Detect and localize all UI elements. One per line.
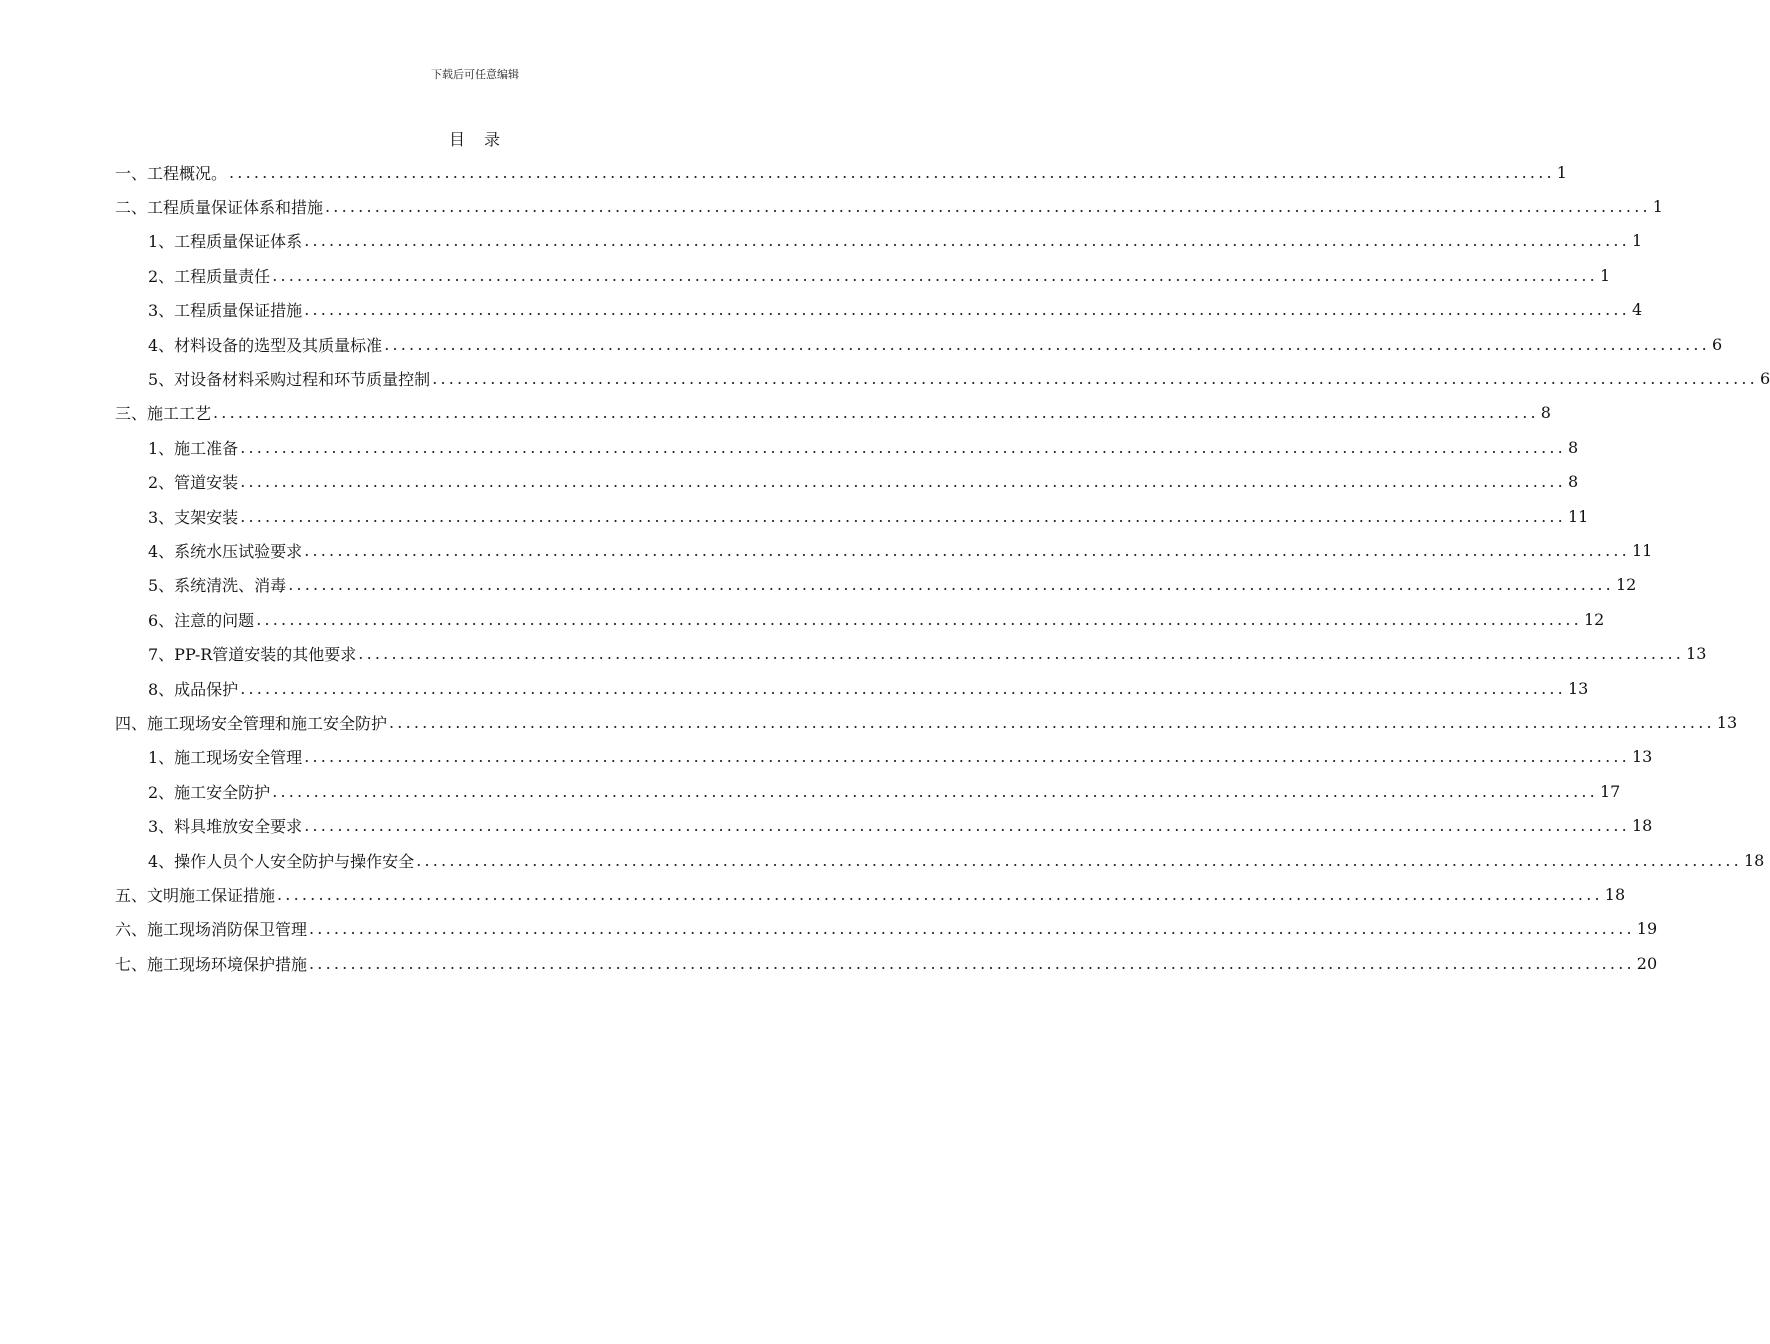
toc-dot-leader: ................................................................................................................................................................ — [309, 953, 1635, 973]
toc-entry-page: 6 — [1711, 334, 1723, 354]
toc-dot-leader: ................................................................................................................................................................ — [240, 472, 1566, 492]
toc-entry-label: 三、施工工艺 — [115, 404, 212, 424]
toc-dot-leader: ................................................................................................................................................................ — [272, 265, 1598, 285]
toc-dot-leader: ................................................................................................................................................................ — [309, 919, 1635, 939]
toc-entry[interactable] — [115, 602, 1605, 636]
toc-entry[interactable] — [115, 877, 1626, 911]
toc-entry-page: 8 — [1567, 472, 1579, 492]
toc-entry-label: 5、系统清洗、消毒 — [148, 576, 287, 596]
toc-entry-page: 18 — [1631, 816, 1653, 836]
toc-entry-label: 2、施工安全防护 — [148, 782, 271, 802]
toc-entry[interactable] — [115, 946, 1658, 980]
toc-entry[interactable] — [115, 568, 1637, 602]
toc-entry[interactable] — [115, 774, 1621, 808]
toc-list — [115, 155, 1770, 980]
toc-entry-label: 5、对设备材料采购过程和环节质量控制 — [148, 370, 431, 390]
toc-entry[interactable] — [115, 396, 1551, 430]
toc-entry-page: 17 — [1599, 781, 1621, 801]
toc-entry-page: 1 — [1556, 162, 1567, 182]
toc-dot-leader: ................................................................................................................................................................ — [213, 403, 1539, 423]
toc-entry-page: 13 — [1567, 678, 1589, 698]
toc-entry-label: 四、施工现场安全管理和施工安全防护 — [115, 713, 388, 733]
toc-entry-label: 一、工程概况。 — [115, 163, 228, 183]
toc-dot-leader: ................................................................................................................................................................ — [384, 334, 1710, 354]
toc-entry-label: 1、施工现场安全管理 — [148, 748, 303, 768]
toc-dot-leader: ................................................................................................................................................................ — [325, 197, 1651, 217]
toc-entry-page: 12 — [1615, 575, 1637, 595]
toc-entry-label: 2、工程质量责任 — [148, 266, 271, 286]
toc-entry-page: 11 — [1631, 540, 1653, 560]
toc-entry-label: 六、施工现场消防保卫管理 — [115, 920, 308, 940]
toc-dot-leader: ................................................................................................................................................................ — [229, 162, 1555, 182]
toc-entry[interactable] — [115, 636, 1707, 670]
toc-dot-leader: ................................................................................................................................................................ — [432, 369, 1758, 389]
toc-entry-label: 7、PP-R管道安装的其他要求 — [148, 645, 357, 665]
toc-entry[interactable] — [115, 224, 1643, 258]
toc-dot-leader: ................................................................................................................................................................ — [304, 747, 1630, 767]
toc-dot-leader: ................................................................................................................................................................ — [240, 678, 1566, 698]
toc-dot-leader: ................................................................................................................................................................ — [240, 437, 1566, 457]
toc-entry[interactable] — [115, 258, 1611, 292]
toc-entry-page: 1 — [1631, 231, 1643, 251]
toc-entry-label: 1、施工准备 — [148, 438, 239, 458]
toc-entry[interactable] — [115, 327, 1723, 361]
toc-entry-label: 七、施工现场环境保护措施 — [115, 954, 308, 974]
toc-dot-leader: ................................................................................................................................................................ — [272, 781, 1598, 801]
toc-entry[interactable] — [115, 465, 1579, 499]
toc-title-part: 录 — [484, 130, 502, 149]
toc-entry-page: 13 — [1631, 747, 1653, 767]
toc-entry-page: 13 — [1716, 712, 1738, 732]
toc-entry-page: 11 — [1567, 506, 1589, 526]
toc-entry-label: 1、工程质量保证体系 — [148, 232, 303, 252]
toc-dot-leader: ................................................................................................................................................................ — [304, 231, 1630, 251]
toc-entry[interactable] — [115, 189, 1663, 223]
toc-entry-page: 19 — [1636, 919, 1658, 939]
toc-dot-leader: ................................................................................................................................................................ — [240, 506, 1566, 526]
toc-entry[interactable] — [115, 293, 1643, 327]
toc-entry-page: 20 — [1636, 953, 1658, 973]
toc-entry[interactable] — [115, 808, 1653, 842]
toc-dot-leader: ................................................................................................................................................................ — [358, 644, 1685, 664]
toc-entry[interactable] — [115, 361, 1770, 395]
toc-entry-label: 3、支架安装 — [148, 507, 239, 527]
toc-dot-leader: ................................................................................................................................................................ — [304, 540, 1630, 560]
toc-entry-page: 13 — [1686, 644, 1707, 664]
toc-entry-label: 3、工程质量保证措施 — [148, 301, 303, 321]
toc-entry-page: 8 — [1567, 437, 1579, 457]
toc-entry[interactable] — [115, 499, 1589, 533]
toc-title — [0, 127, 950, 150]
toc-entry[interactable] — [115, 740, 1653, 774]
toc-entry[interactable] — [115, 843, 1765, 877]
toc-entry-page: 1 — [1599, 265, 1611, 285]
toc-entry-label: 4、材料设备的选型及其质量标准 — [148, 335, 383, 355]
toc-entry-label: 2、管道安装 — [148, 473, 239, 493]
toc-entry-label: 3、料具堆放安全要求 — [148, 817, 303, 837]
toc-dot-leader: ................................................................................................................................................................ — [288, 575, 1614, 595]
toc-dot-leader: ................................................................................................................................................................ — [389, 712, 1715, 732]
toc-dot-leader: ................................................................................................................................................................ — [304, 816, 1630, 836]
toc-entry[interactable] — [115, 155, 1567, 189]
toc-entry-page: 12 — [1583, 609, 1605, 629]
toc-title-part: 目 — [448, 130, 466, 149]
toc-dot-leader: ................................................................................................................................................................ — [277, 884, 1603, 904]
toc-dot-leader: ................................................................................................................................................................ — [304, 300, 1630, 320]
toc-entry-page: 1 — [1652, 197, 1663, 217]
toc-entry-page: 6 — [1759, 369, 1770, 389]
toc-entry[interactable] — [115, 430, 1579, 464]
toc-entry-page: 8 — [1540, 403, 1551, 423]
toc-entry-label: 6、注意的问题 — [148, 610, 255, 630]
toc-entry-page: 18 — [1604, 884, 1626, 904]
toc-dot-leader: ................................................................................................................................................................ — [416, 850, 1742, 870]
toc-entry-label: 8、成品保护 — [148, 679, 239, 699]
header-note: 下载后可任意编辑 — [431, 68, 519, 81]
toc-entry-label: 4、操作人员个人安全防护与操作安全 — [148, 851, 415, 871]
toc-entry[interactable] — [115, 912, 1658, 946]
toc-entry[interactable] — [115, 671, 1589, 705]
toc-entry-page: 4 — [1631, 300, 1643, 320]
toc-entry-page: 18 — [1743, 850, 1765, 870]
toc-entry-label: 4、系统水压试验要求 — [148, 541, 303, 561]
toc-entry-label: 二、工程质量保证体系和措施 — [115, 198, 324, 218]
toc-entry[interactable] — [115, 533, 1653, 567]
toc-entry-label: 五、文明施工保证措施 — [115, 885, 276, 905]
toc-dot-leader: ................................................................................................................................................................ — [256, 609, 1582, 629]
toc-entry[interactable] — [115, 705, 1738, 739]
